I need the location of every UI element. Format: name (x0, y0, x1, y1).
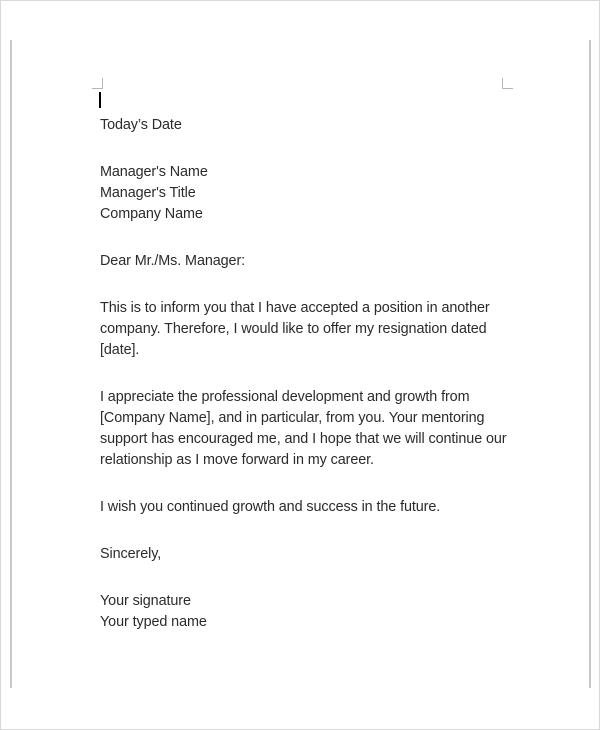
paragraph-2 (100, 387, 540, 471)
paragraph-2-line: relationship as I move forward in my career. (100, 452, 374, 468)
letter-date: Today’s Date (100, 117, 182, 133)
signature-block (100, 591, 540, 633)
closing-block (100, 544, 540, 565)
closing: Sincerely, (100, 546, 162, 562)
paragraph-2-line: support has encouraged me, and I hope that we will continue our (100, 431, 507, 447)
text-cursor (99, 92, 101, 108)
letter-body[interactable] (100, 115, 540, 659)
paragraph-1-line: This is to inform you that I have accepted a position in another (100, 300, 490, 316)
paragraph-3-line: I wish you continued growth and success in the future. (100, 499, 441, 515)
paragraph-1 (100, 298, 540, 361)
recipient-name: Manager's Name (100, 164, 208, 180)
paragraph-2-line: I appreciate the professional development and growth from (100, 389, 470, 405)
paragraph-2-line: [Company Name], and in particular, from you. Your mentoring (100, 410, 485, 426)
typed-name: Your typed name (100, 614, 207, 630)
paragraph-1-line: company. Therefore, I would like to offer my resignation dated (100, 321, 487, 337)
signature: Your signature (100, 593, 191, 609)
recipient-title: Manager's Title (100, 185, 196, 201)
top-right-margin-mark (502, 78, 513, 89)
recipient-block (100, 162, 540, 225)
document-page[interactable] (10, 40, 591, 688)
salutation-block (100, 251, 540, 272)
paragraph-3 (100, 497, 540, 518)
date-block (100, 115, 540, 136)
salutation: Dear Mr./Ms. Manager: (100, 253, 246, 269)
paragraph-1-line: [date]. (100, 342, 140, 358)
recipient-company: Company Name (100, 206, 203, 222)
top-left-margin-mark (92, 78, 103, 89)
